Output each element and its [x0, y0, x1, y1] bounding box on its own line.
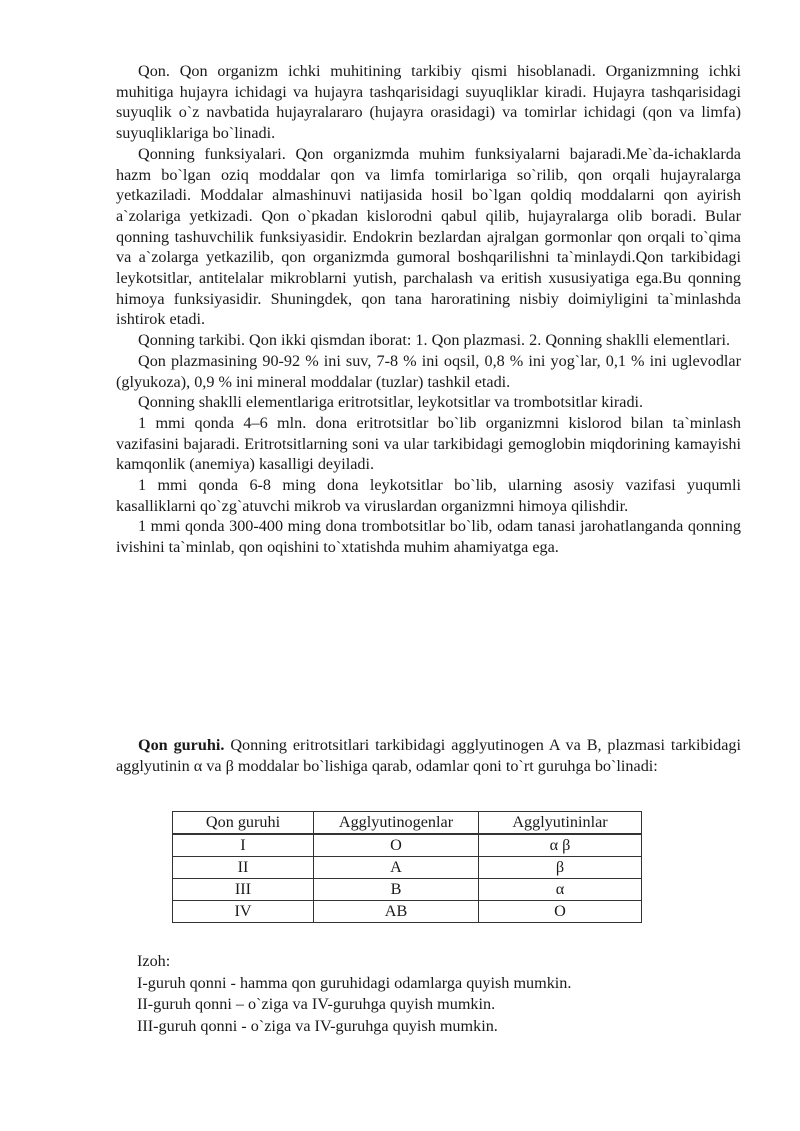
note-line: I-guruh qonni - hamma qon guruhidagi odamlarga quyish mumkin. — [137, 973, 572, 992]
table-row — [173, 879, 642, 901]
table-row — [173, 857, 642, 879]
table-row — [173, 901, 642, 923]
blood-group-heading: Qon guruhi. — [138, 736, 225, 754]
cell-agglutinin: α — [479, 879, 642, 901]
paragraph-formed-elements: Qonning shaklli elementlariga eritrotsitlar, leykotsitlar va trombotsitlar kiradi. — [138, 393, 644, 412]
notes-section — [137, 951, 737, 1037]
cell-agglutinin: β — [479, 857, 642, 879]
blood-group-section — [116, 735, 741, 776]
blood-text-section — [116, 61, 741, 558]
cell-agglutinin: α β — [479, 834, 642, 857]
paragraph-plasma: Qon plazmasining 90-92 % ini suv, 7-8 % ini oqsil, 0,8 % ini yog`lar, 0,1 % ini uglevodlar (glyukoza), 0,9 % ini mineral moddalar (tuzlar) tashkil etadi. — [116, 351, 741, 391]
cell-group: III — [173, 879, 314, 901]
cell-agglutinogen: AB — [314, 901, 479, 923]
table-header-row — [173, 812, 642, 835]
notes-heading: Izoh: — [137, 952, 171, 970]
cell-group: II — [173, 857, 314, 879]
cell-agglutinin: O — [479, 901, 642, 923]
cell-group: I — [173, 834, 314, 857]
table-row — [173, 834, 642, 857]
cell-agglutinogen: A — [314, 857, 479, 879]
paragraph-blood-composition: Qonning tarkibi. Qon ikki qismdan iborat: 1. Qon plazmasi. 2. Qonning shaklli elementlari. — [138, 331, 731, 350]
paragraph-thrombocytes: 1 mmi qonda 300-400 ming dona trombotsitlar bo`lib, odam tanasi jarohatlanganda qonning ivishini ta`minlab, qon oqishini to`xtatishda muhim ahamiyatga ega. — [116, 517, 741, 557]
paragraph-blood-functions: Qonning funksiyalari. Qon organizmda muhim funksiyalarni bajaradi.Me`da-ichaklarda hazm bo`lgan oziq moddalar qon va limfa tomirlariga so`rilib, qon orqali hujayralarga yetkaziladi. Moddalar almashinuvi natijasida hosil bo`lgan qoldiq moddalarni qon ayirish a`zolariga yetkizadi. Qon o`pkadan kislorodni qabul qilib, hujayralarga olib boradi. Bular qonning tashuvchilik funksiyasidir. Endokrin bezlardan ajralgan gormonlar qon orqali to`qima va a`zolarga yetkazilib, qon organizmda gumoral boshqarilishni ta`minlaydi.Qon tarkibidagi leykotsitlar, antitelalar mikroblarni yutish, parchalash va eritish xususiyatiga ega.Bu qonning himoya funksiyasidir. Shuningdek, qon tana haroratining nisbiy doimiyligini ta`minlashda ishtirok etadi. — [116, 144, 741, 329]
paragraph-blood-intro: Qon. Qon organizm ichki muhitining tarkibiy qismi hisoblanadi. Organizmning ichki muhitiga hujayra ichidagi va hujayra tashqarisidagi suyuqliklar kiradi. Hujayra tashqarisidagi suyuqlik o`z navbatida hujayralararo (hujayra orasidagi) va tomirlar ichidagi (qon va limfa) suyuqliklariga bo`linadi. — [116, 62, 741, 143]
blood-group-text: Qonning eritrotsitlari tarkibidagi agglyutinogen A va B, plazmasi tarkibidagi agglyutinin α va β moddalar bo`lishiga qarab, odamlar qoni to`rt guruhga bo`linadi: — [116, 736, 741, 775]
header-blood-group: Qon guruhi — [173, 812, 314, 835]
note-line: II-guruh qonni – o`ziga va IV-guruhga quyish mumkin. — [137, 995, 496, 1013]
paragraph-erythrocytes: 1 mmi qonda 4–6 mln. dona eritrotsitlar bo`lib organizmni kislorod bilan ta`minlash vazifasini bajaradi. Eritrotsitlarning soni va ular tarkibidagi gemoglobin miqdorining kamayishi kamqonlik (anemiya) kasalligi deyiladi. — [116, 413, 741, 474]
header-agglutinogens: Agglyutinogenlar — [314, 812, 479, 835]
blood-group-table — [172, 811, 642, 923]
cell-agglutinogen: O — [314, 834, 479, 857]
cell-agglutinogen: B — [314, 879, 479, 901]
paragraph-leukocytes: 1 mmi qonda 6-8 ming dona leykotsitlar bo`lib, ularning asosiy vazifasi yuqumli kasalliklarni qo`zg`atuvchi mikrob va viruslardan organizmni himoya qilishdir. — [116, 476, 741, 515]
cell-group: IV — [173, 901, 314, 923]
header-agglutinins: Agglyutininlar — [479, 812, 642, 835]
paragraph-blood-group — [116, 735, 741, 776]
note-line: III-guruh qonni - o`ziga va IV-guruhga quyish mumkin. — [137, 1016, 498, 1035]
